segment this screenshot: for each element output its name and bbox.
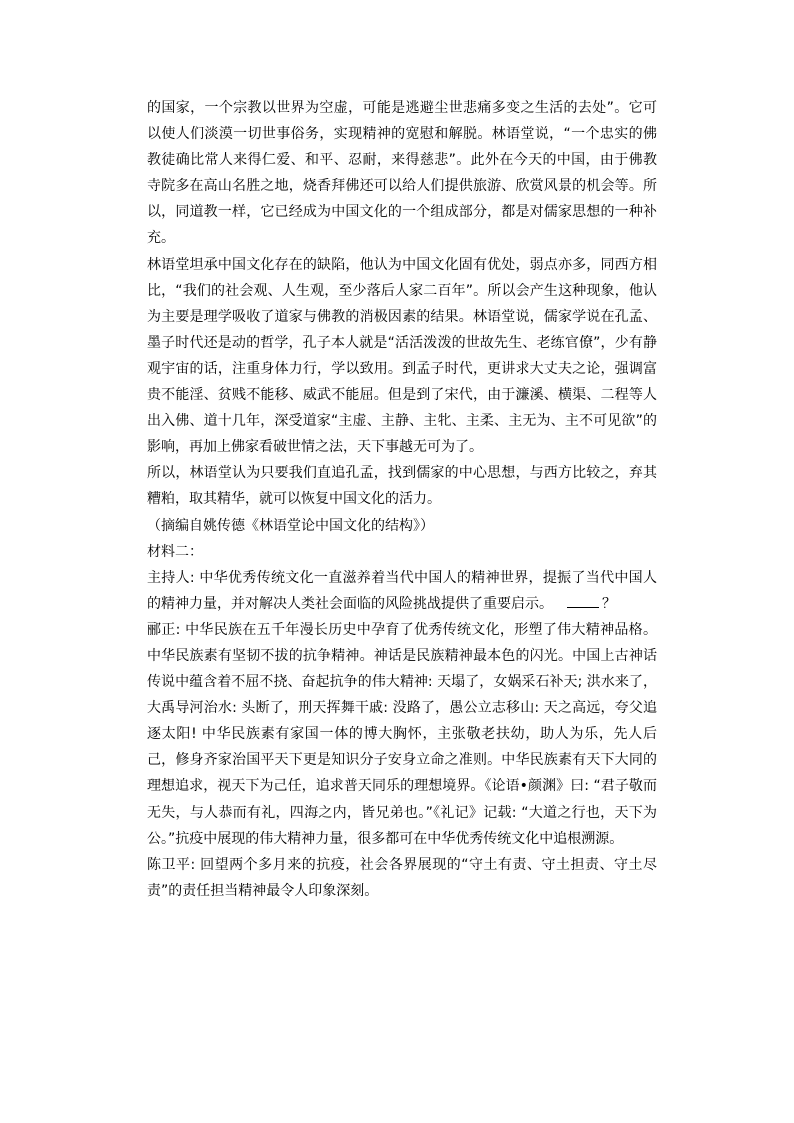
paragraph-chen-weiping: 陈卫平: 回望两个多月来的抗疫，社会各界展现的“守土有责、守土担责、守土尽责”的责任担当精神最令人印象深刻。 — [147, 856, 657, 899]
document-page — [147, 95, 657, 904]
host-question — [147, 565, 657, 617]
paragraph-buddhism: 的国家，一个宗教以世界为空虚，可能是逃避尘世悲痛多变之生活的去处”。它可以使人们淡漠一切世事俗务，实现精神的宽慰和解脱。林语堂说，“一个忠实的佛教徒确比常人来得仁爱、和平、忍耐，来得慈悲”。此外在今天的中国，由于佛教寺院多在高山名胜之地，烧香拜佛还可以给人们提供旅游、欣赏风景的机会等。所以，同道教一样，它已经成为中国文化的一个组成部分，都是对儒家思想的一种补充。 — [147, 100, 657, 247]
paragraph-conclusion: 所以，林语堂认为只要我们直追孔孟，找到儒家的中心思想，与西方比较之，弃其糟粕，取其精华，就可以恢复中国文化的活力。 — [147, 465, 657, 508]
answer-blank — [567, 593, 599, 608]
host-question-mark: ？ — [602, 595, 616, 612]
material-two-heading: 材料二： — [147, 543, 203, 560]
paragraph-culture-defects: 林语堂坦承中国文化存在的缺陷，他认为中国文化固有优处，弱点亦多，同西方相比，“我们的社会观、人生观，至少落后人家二百年”。所以会产生这种现象，他认为主要是理学吸收了道家与佛教的消极因素的结果。林语堂说，儒家学说在孔孟、墨子时代还是动的哲学，孔子本人就是“活活泼泼的世故先生、老练官僚”，少有静观宇宙的话，注重身体力行，学以致用。到孟子时代，更讲求大丈夫之论，强调富贵不能淫、贫贱不能移、威武不能屈。但是到了宋代，由于濂溪、横渠、二程等人出入佛、道十几年，深受道家“主虚、主静、主牝、主柔、主无为、主不可见欲”的影响，再加上佛家看破世情之法，天下事越无可为了。 — [147, 256, 657, 456]
host-question-text: 主持人: 中华优秀传统文化一直滋养着当代中国人的精神世界，提振了当代中国人的精神力量，并对解决人类社会面临的风险挑战提供了重要启示。 — [147, 569, 657, 612]
paragraph-li-zheng: 郦正: 中华民族在五千年漫长历史中孕育了优秀传统文化，形塑了伟大精神品格。中华民族素有坚韧不拔的抗争精神。神话是民族精神最本色的闪光。中国上古神话传说中蕴含着不屈不挠、奋起抗争的伟大精神: 天塌了，女娲采石补天; 洪水来了，大禹导河治水: 头断了，刑天挥舞干戚: 没路了，愚公立志移山: 天之高远，夸父追逐太阳! 中华民族素有家国一体的博大胸怀，主张敬老扶幼，助人为乐，先人后己，修身齐家治国平天下更是知识分子安身立命之准则。中华民族素有天下大同的理想追求，视天下为己任，追求普天同乐的理想境界。《论语•颜渊》曰: “君子敬而无失，与人恭而有礼，四海之内，皆兄弟也。”《礼记》记载: “大道之行也，天下为公。”抗疫中展现的伟大精神力量，很多都可在中华优秀传统文化中追根溯源。 — [147, 621, 657, 847]
source-citation: （摘编自姚传德《林语堂论中国文化的结构》） — [147, 517, 434, 534]
